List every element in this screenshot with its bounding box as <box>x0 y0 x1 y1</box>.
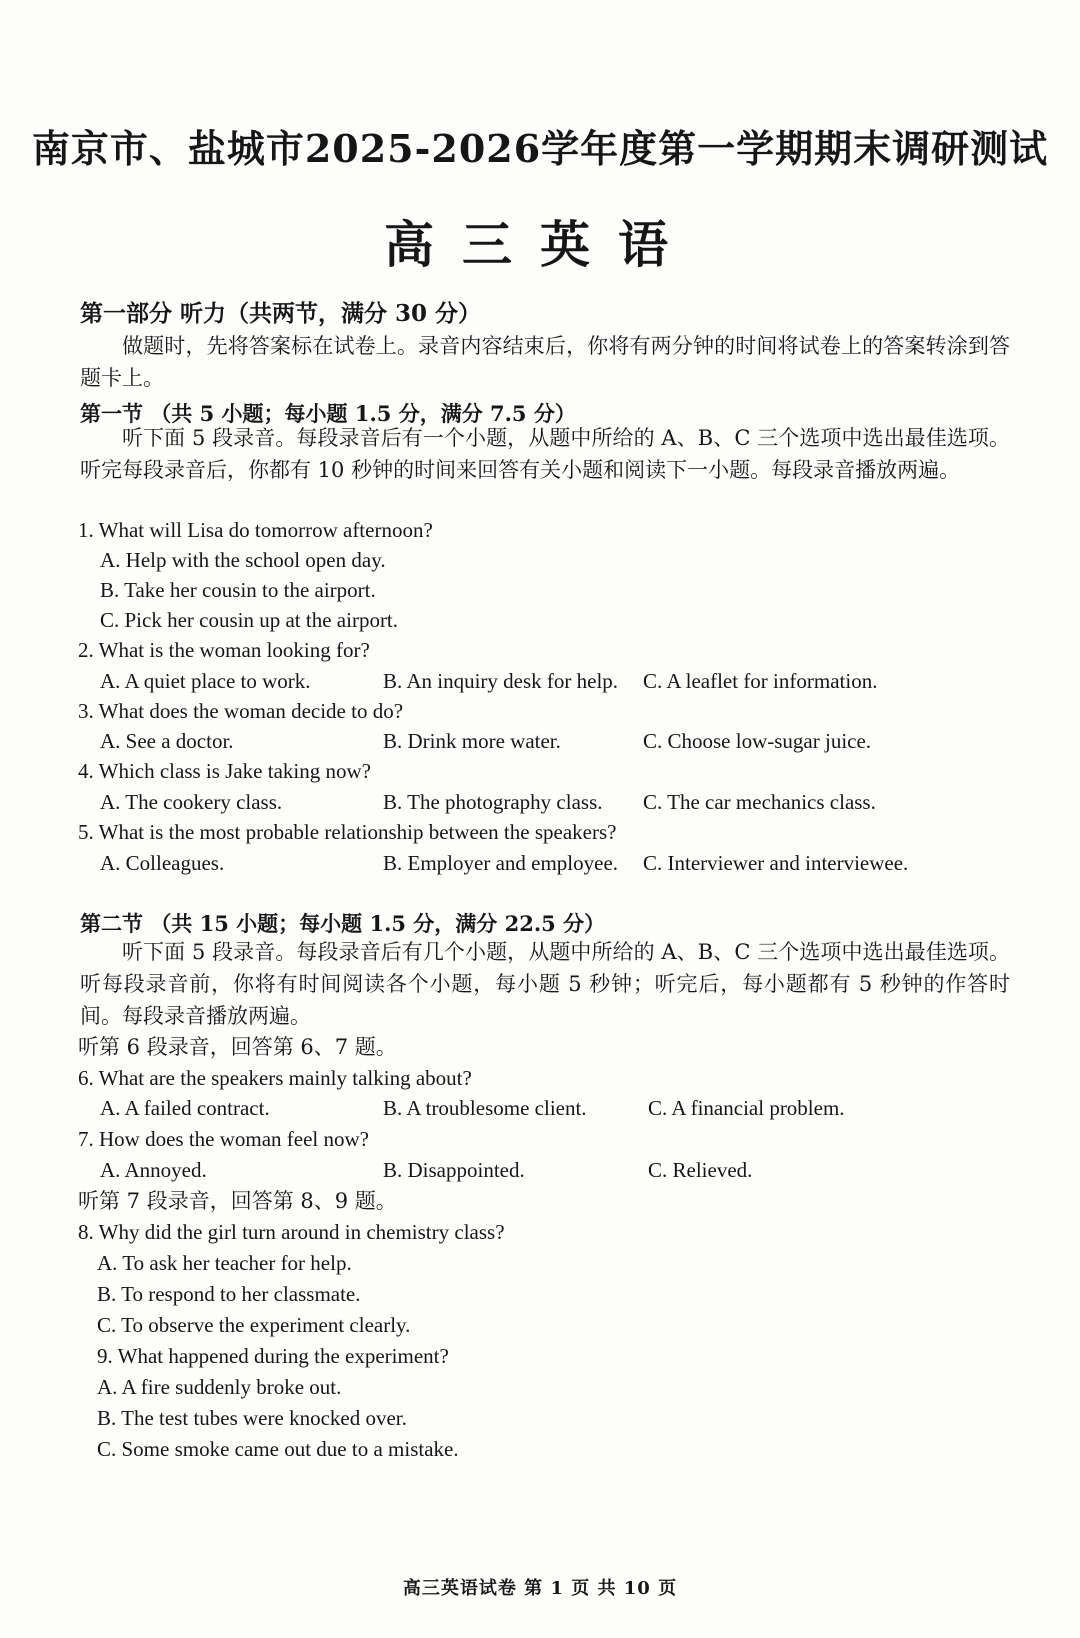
question-option: A. See a doctor. <box>100 729 234 753</box>
question-option: A. A quiet place to work. <box>100 669 311 693</box>
question-stem: 9. What happened during the experiment? <box>97 1344 449 1368</box>
question-option: A. The cookery class. <box>100 790 283 814</box>
question-option: B. An inquiry desk for help. <box>383 669 619 693</box>
question-option: C. Pick her cousin up at the airport. <box>100 608 399 632</box>
exam-subject: 高三英语 <box>384 215 696 274</box>
question-option: A. A fire suddenly broke out. <box>97 1375 342 1399</box>
question-option: A. A failed contract. <box>100 1096 270 1120</box>
question-stem: 1. What will Lisa do tomorrow afternoon? <box>78 518 433 542</box>
question-option: B. Drink more water. <box>383 729 561 753</box>
question-option: A. Colleagues. <box>100 851 225 875</box>
section2-heading: 第二节 （共 15 小题；每小题 1.5 分，满分 22.5 分） <box>80 911 606 936</box>
question-option: C. Some smoke came out due to a mistake. <box>97 1437 459 1461</box>
question-option: A. To ask her teacher for help. <box>97 1251 352 1275</box>
question-option: C. Choose low-sugar juice. <box>643 729 872 753</box>
listen-instruction: 听第 7 段录音，回答第 8、9 题。 <box>78 1189 397 1213</box>
listen-instruction: 听第 6 段录音，回答第 6、7 题。 <box>78 1035 397 1059</box>
question-option: C. The car mechanics class. <box>643 790 876 814</box>
section1-instructions: 听下面 5 段录音。每段录音后有一个小题，从题中所给的 A、B、C 三个选项中选出最佳选项。听完每段录音后，你都有 10 秒钟的时间来回答有关小题和阅读下一小题。每段录音播放两遍。 <box>80 426 1010 482</box>
question-option: B. A troublesome client. <box>383 1096 587 1120</box>
exam-title: 南京市、盐城市2025-2026学年度第一学期期末调研测试 <box>31 126 1049 171</box>
question-stem: 2. What is the woman looking for? <box>78 638 370 662</box>
question-option: B. Take her cousin to the airport. <box>100 578 376 602</box>
question-option: A. Help with the school open day. <box>100 548 386 572</box>
question-option: C. Interviewer and interviewee. <box>643 851 909 875</box>
question-option: B. To respond to her classmate. <box>97 1282 361 1306</box>
question-option: C. A leaflet for information. <box>643 669 878 693</box>
question-stem: 7. How does the woman feel now? <box>78 1127 370 1151</box>
question-option: C. A financial problem. <box>648 1096 845 1120</box>
question-stem: 6. What are the speakers mainly talking about? <box>78 1066 472 1090</box>
question-option: B. The test tubes were knocked over. <box>97 1406 407 1430</box>
question-option: B. Disappointed. <box>383 1158 525 1182</box>
question-option: B. The photography class. <box>383 790 603 814</box>
question-option: B. Employer and employee. <box>383 851 619 875</box>
question-option: A. Annoyed. <box>100 1158 207 1182</box>
question-stem: 8. Why did the girl turn around in chemistry class? <box>78 1220 505 1244</box>
section2-instructions: 听下面 5 段录音。每段录音后有几个小题，从题中所给的 A、B、C 三个选项中选出最佳选项。听每段录音前，你将有时间阅读各个小题，每小题 5 秒钟；听完后，每小题都有 5 秒钟的作答时间。每段录音播放两遍。 <box>80 940 1010 1028</box>
page-footer: 高三英语试卷 第 1 页 共 10 页 <box>402 1578 678 1599</box>
question-option: C. To observe the experiment clearly. <box>97 1313 411 1337</box>
part1-heading: 第一部分 听力（共两节，满分 30 分） <box>80 300 482 327</box>
question-stem: 5. What is the most probable relationship between the speakers? <box>78 820 617 844</box>
section1-heading: 第一节 （共 5 小题；每小题 1.5 分，满分 7.5 分） <box>80 401 576 426</box>
question-option: C. Relieved. <box>648 1158 753 1182</box>
question-stem: 4. Which class is Jake taking now? <box>78 759 371 783</box>
question-stem: 3. What does the woman decide to do? <box>78 699 404 723</box>
part1-instructions: 做题时，先将答案标在试卷上。录音内容结束后，你将有两分钟的时间将试卷上的答案转涂到答题卡上。 <box>80 334 1010 390</box>
